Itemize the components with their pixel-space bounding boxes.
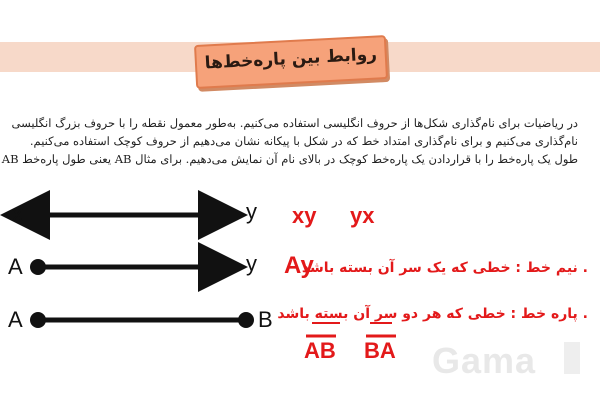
name-ba: BA <box>364 338 396 363</box>
name-ay: Ay <box>284 252 314 279</box>
label-a-ray: A <box>8 254 23 279</box>
name-xy: xy <box>292 203 317 228</box>
label-x: x <box>12 201 23 226</box>
watermark-logo: Gama <box>432 340 537 381</box>
page-title: روابط بین پاره‌خط‌ها <box>204 44 378 74</box>
segment-definition: . پاره خط : خطی که هر دو سر آن بسته باشد <box>277 306 588 322</box>
label-b-segment: B <box>258 307 273 332</box>
intro-line-1: در ریاضیات برای نام‌گذاری شکل‌ها از حروف انگلیسی استفاده می‌کنیم. به‌طور معمول نقطه را با حروف بزرگ انگلیسی <box>11 116 578 130</box>
ray-definition: . نیم خط : خطی که یک سر آن بسته باشد <box>301 260 588 276</box>
intro-example: AB یعنی طول پاره‌خط AB <box>1 152 132 166</box>
intro-line-3-text: طول یک پاره‌خط را با قراردادن یک پاره‌خط کوچک در بالای نام آن نمایش می‌دهیم. برای مثال <box>135 152 578 166</box>
watermark-icon <box>560 338 584 378</box>
name-yx: yx <box>350 203 375 228</box>
intro-line-2: نام‌گذاری می‌کنیم و برای نام‌گذاری امتداد خط که در شکل با پیکانه نشان می‌دهیم از حروف کوچک استفاده می‌کنیم. <box>29 134 578 148</box>
label-y: y <box>246 199 257 224</box>
segment-endpoint-b <box>238 312 254 328</box>
name-ab: AB <box>304 338 336 363</box>
label-y-ray: y <box>246 251 257 276</box>
label-a-segment: A <box>8 307 23 332</box>
